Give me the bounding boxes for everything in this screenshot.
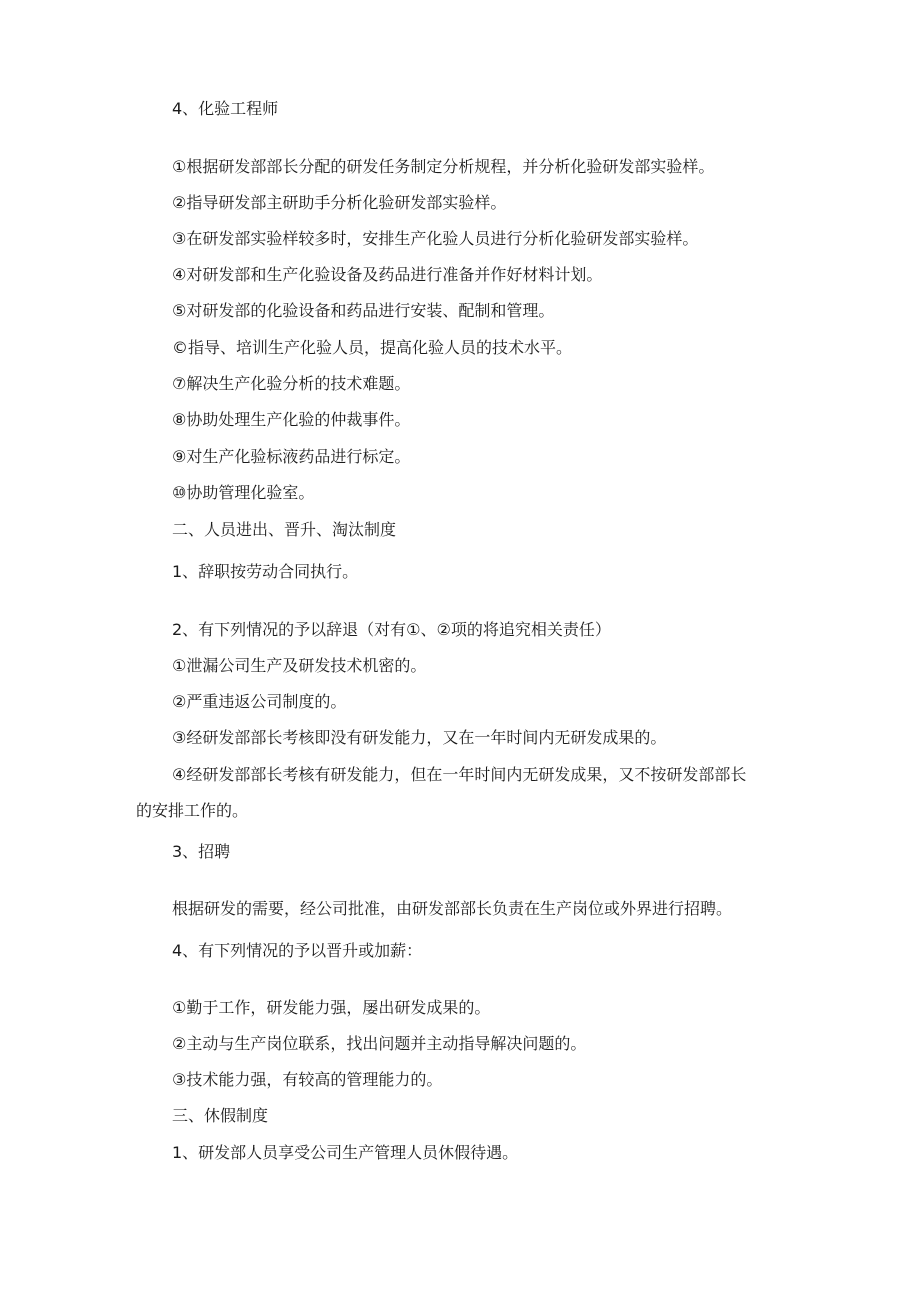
- promotion-item-3: ③技术能力强，有较高的管理能力的。: [172, 1070, 443, 1089]
- leave-rule-1: 1、研发部人员享受公司生产管理人员休假待遇。: [172, 1143, 519, 1162]
- promotion-item-2: ②主动与生产岗位联系，找出问题并主动指导解决问题的。: [172, 1034, 587, 1053]
- dismissal-item-4: ④经研发部部长考核有研发能力，但在一年时间内无研发成果，又不按研发部部长: [172, 765, 747, 784]
- dismissal-item-3: ③经研发部部长考核即没有研发能力，又在一年时间内无研发成果的。: [172, 728, 667, 747]
- section-heading-leave: 三、休假制度: [172, 1106, 269, 1125]
- rule-resignation: 1、辞职按劳动合同执行。: [172, 562, 359, 581]
- rule-promotion-heading: 4、有下列情况的予以晋升或加薪：: [172, 941, 423, 960]
- duty-item-10: ⑩协助管理化验室。: [172, 483, 315, 502]
- duty-item-7: ⑦解决生产化验分析的技术难题。: [172, 374, 411, 393]
- rule-dismissal-heading: 2、有下列情况的予以辞退（对有①、②项的将追究相关责任）: [172, 620, 611, 639]
- duty-item-1: ①根据研发部部长分配的研发任务制定分析规程，并分析化验研发部实验样。: [172, 157, 715, 176]
- duty-item-8: ⑧协助处理生产化验的仲裁事件。: [172, 410, 411, 429]
- dismissal-item-1: ①泄漏公司生产及研发技术机密的。: [172, 656, 427, 675]
- duty-item-6: ©指导、培训生产化验人员，提高化验人员的技术水平。: [172, 338, 573, 357]
- recruitment-text: 根据研发的需要，经公司批准，由研发部部长负责在生产岗位或外界进行招聘。: [172, 899, 733, 918]
- promotion-item-1: ①勤于工作，研发能力强，屡出研发成果的。: [172, 998, 491, 1017]
- heading-chemical-engineer: 4、化验工程师: [172, 99, 279, 118]
- duty-item-4: ④对研发部和生产化验设备及药品进行准备并作好材料计划。: [172, 265, 603, 284]
- dismissal-item-2: ②严重违返公司制度的。: [172, 692, 347, 711]
- section-heading-personnel: 二、人员进出、晋升、淘汰制度: [172, 520, 397, 539]
- rule-recruitment-heading: 3、招聘: [172, 842, 231, 861]
- duty-item-5: ⑤对研发部的化验设备和药品进行安装、配制和管理。: [172, 301, 555, 320]
- duty-item-3: ③在研发部实验样较多时，安排生产化验人员进行分析化验研发部实验样。: [172, 229, 699, 248]
- duty-item-9: ⑨对生产化验标液药品进行标定。: [172, 447, 411, 466]
- duty-item-2: ②指导研发部主研助手分析化验研发部实验样。: [172, 193, 507, 212]
- dismissal-item-4-continued: 的安排工作的。: [136, 801, 249, 820]
